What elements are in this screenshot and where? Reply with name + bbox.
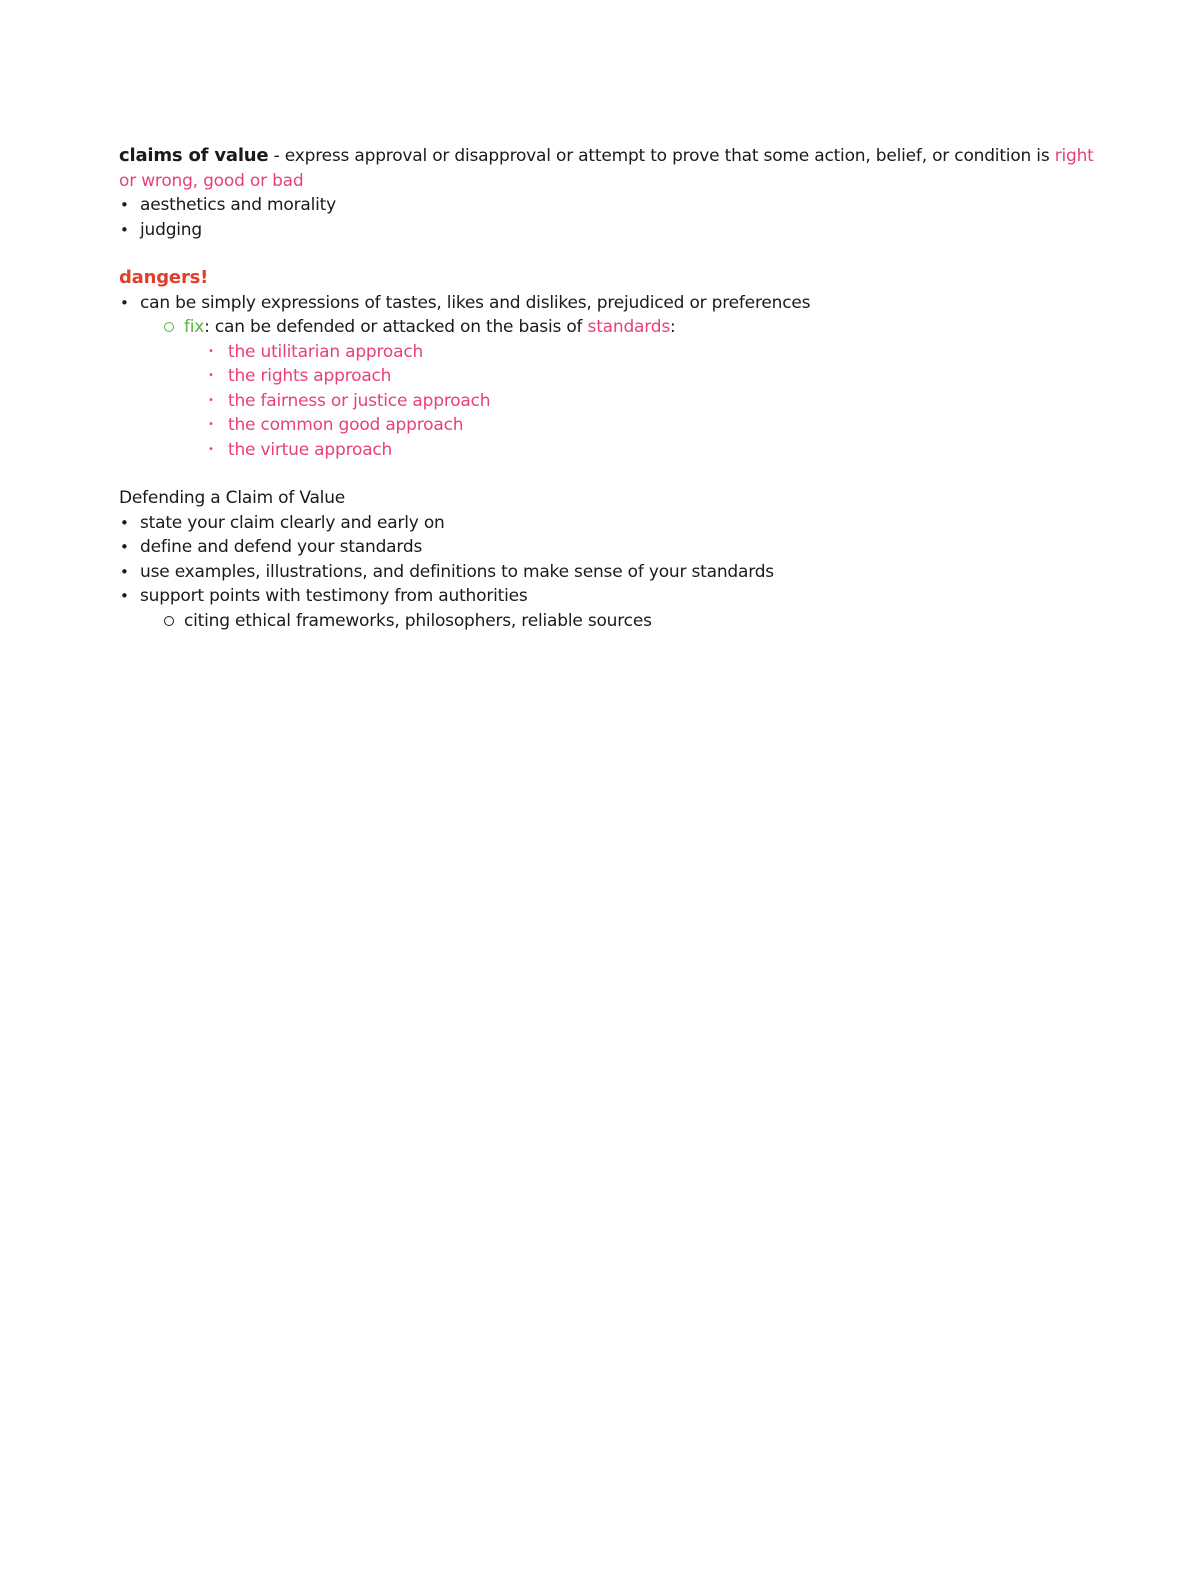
list-item: citing ethical frameworks, philosophers, reliable sources xyxy=(119,609,1099,634)
circle-bullet-icon xyxy=(164,616,174,626)
list-item: • can be simply expressions of tastes, likes and dislikes, prejudiced or preferences xyxy=(119,291,1099,316)
list-item: • the common good approach xyxy=(119,413,1099,438)
standards-highlight: standards xyxy=(587,317,671,337)
bullet-icon: • xyxy=(120,513,129,532)
bullet-icon: • xyxy=(120,538,129,556)
list-item: • the rights approach xyxy=(119,364,1099,389)
bullet-icon: • xyxy=(208,345,214,357)
dangers-list xyxy=(119,291,1099,463)
bullet-icon: • xyxy=(120,196,129,214)
list-item: fix: can be defended or attacked on the basis of standards: xyxy=(119,315,1099,340)
bullet-icon: • xyxy=(208,394,214,406)
claims-definition: - express approval or disapproval or attempt to prove that some action, belief, or condition is xyxy=(268,146,1055,166)
bullet-icon: • xyxy=(208,370,214,381)
list-item: • state your claim clearly and early on xyxy=(119,511,1099,536)
document-body xyxy=(119,144,1099,633)
list-item: • use examples, illustrations, and definitions to make sense of your standards xyxy=(119,560,1099,585)
list-item: • the utilitarian approach xyxy=(119,340,1099,365)
claims-of-value-paragraph xyxy=(119,144,1099,193)
bullet-icon: • xyxy=(208,443,214,455)
fix-label: fix xyxy=(184,317,205,337)
list-item: • the fairness or justice approach xyxy=(119,389,1099,414)
bullet-icon: • xyxy=(120,293,129,312)
intro-list xyxy=(119,193,1099,242)
dangers-heading: dangers! xyxy=(119,267,209,288)
bullet-icon: • xyxy=(120,562,129,581)
list-item: • aesthetics and morality xyxy=(119,193,1099,218)
list-item: • judging xyxy=(119,218,1099,243)
defending-heading: Defending a Claim of Value xyxy=(119,488,346,508)
defending-list xyxy=(119,511,1099,634)
bullet-icon: • xyxy=(208,419,214,430)
list-item: • the virtue approach xyxy=(119,438,1099,463)
claims-of-value-term: claims of value xyxy=(119,145,269,166)
circle-bullet-icon xyxy=(164,322,174,332)
list-item: • define and defend your standards xyxy=(119,535,1099,560)
claims-definition-highlight: right or wrong, good or bad xyxy=(119,146,1094,191)
list-item: • support points with testimony from authorities xyxy=(119,584,1099,609)
bullet-icon: • xyxy=(120,220,129,239)
bullet-icon: • xyxy=(120,587,129,605)
